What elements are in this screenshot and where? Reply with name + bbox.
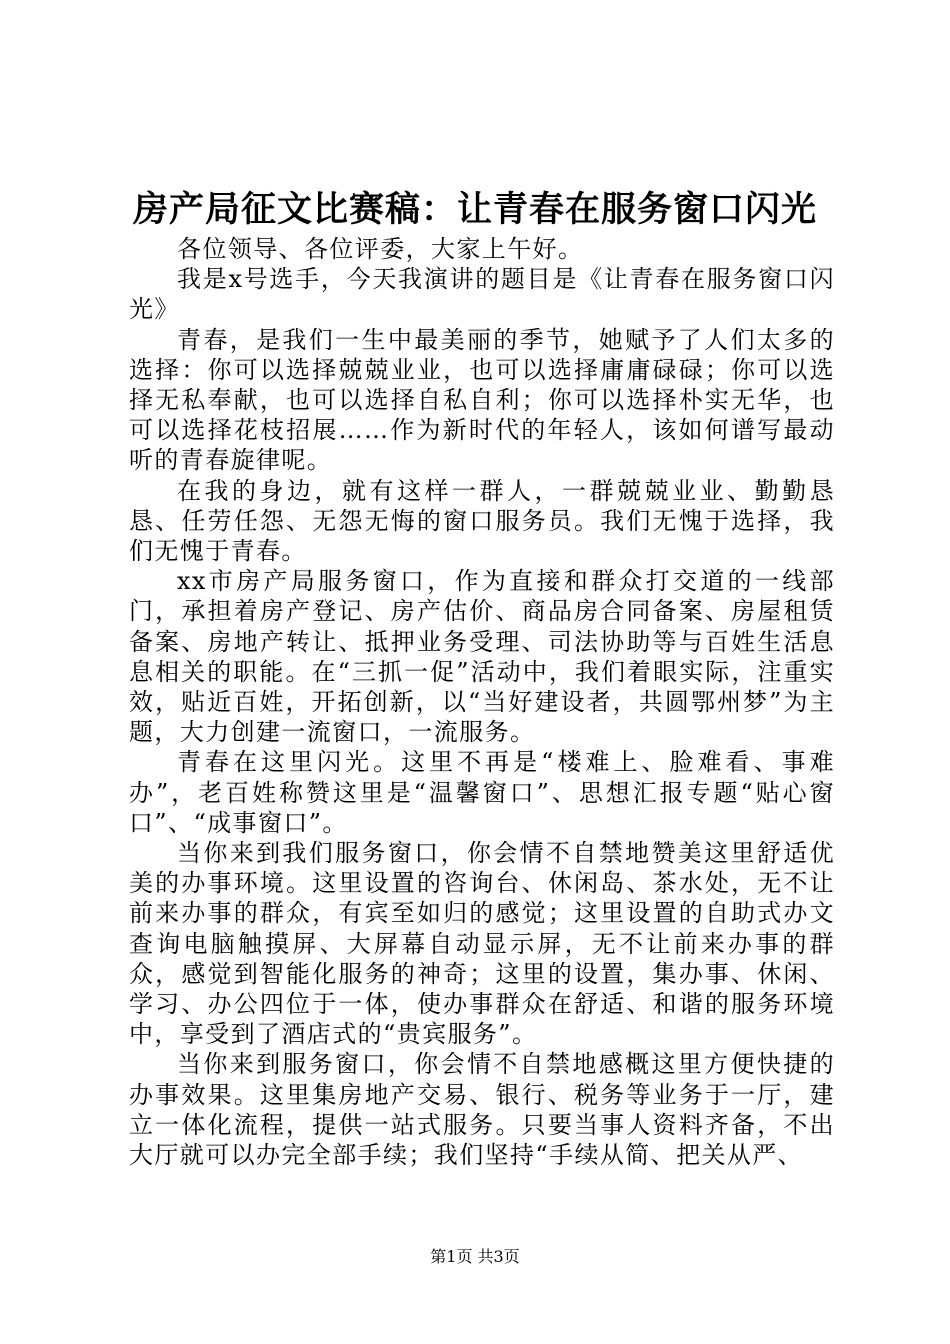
paragraph: 青春，是我们一生中最美丽的季节，她赋予了人们太多的选择：你可以选择兢兢业业，也可以选择庸庸碌碌；你可以选择无私奉献，也可以选择自私自利；你可以选择朴实无华，也可以选择花枝招展……作为新时代的年轻人，该如何谱写最动听的青春旋律呢。 <box>129 325 835 475</box>
page-footer: 第1页 共3页 <box>430 1247 520 1266</box>
paragraph: 在我的身边，就有这样一群人，一群兢兢业业、勤勤恳恳、任劳任怨、无怨无悔的窗口服务员。我们无愧于选择，我们无愧于青春。 <box>129 476 835 566</box>
document-title: 房产局征文比赛稿：让青春在服务窗口闪光 <box>132 189 817 230</box>
document-body <box>129 234 835 1170</box>
paragraph: 当你来到服务窗口，你会情不自禁地感概这里方便快捷的办事效果。这里集房地产交易、银行、税务等业务于一厅，建立一体化流程，提供一站式服务。只要当事人资料齐备，不出大厅就可以办完全部手续；我们坚持“手续从简、把关从严、 <box>129 1050 835 1170</box>
paragraph: 各位领导、各位评委，大家上午好。 <box>177 235 584 263</box>
paragraph: 我是x号选手，今天我演讲的题目是《让青春在服务窗口闪光》 <box>129 265 835 324</box>
paragraph: xx市房产局服务窗口，作为直接和群众打交道的一线部门，承担着房产登记、房产估价、商品房合同备案、房屋租赁备案、房地产转让、抵押业务受理、司法协助等与百姓生活息息相关的职能。在“三抓一促”活动中，我们着眼实际，注重实效，贴近百姓，开拓创新，以“当好建设者，共圆鄂州梦”为主题，大力创建一流窗口，一流服务。 <box>129 567 835 747</box>
paragraph: 青春在这里闪光。这里不再是“楼难上、脸难看、事难办”，老百姓称赞这里是“温馨窗口”、思想汇报专题“贴心窗口”、“成事窗口”。 <box>129 748 835 837</box>
paragraph: 当你来到我们服务窗口，你会情不自禁地赞美这里舒适优美的办事环境。这里设置的咨询台、休闲岛、茶水处，无不让前来办事的群众，有宾至如归的感觉；这里设置的自助式办文查询电脑触摸屏、大屏幕自动显示屏，无不让前来办事的群众，感觉到智能化服务的神奇；这里的设置，集办事、休闲、学习、办公四位于一体，使办事群众在舒适、和谐的服务环境中，享受到了酒店式的“贵宾服务”。 <box>129 839 835 1049</box>
